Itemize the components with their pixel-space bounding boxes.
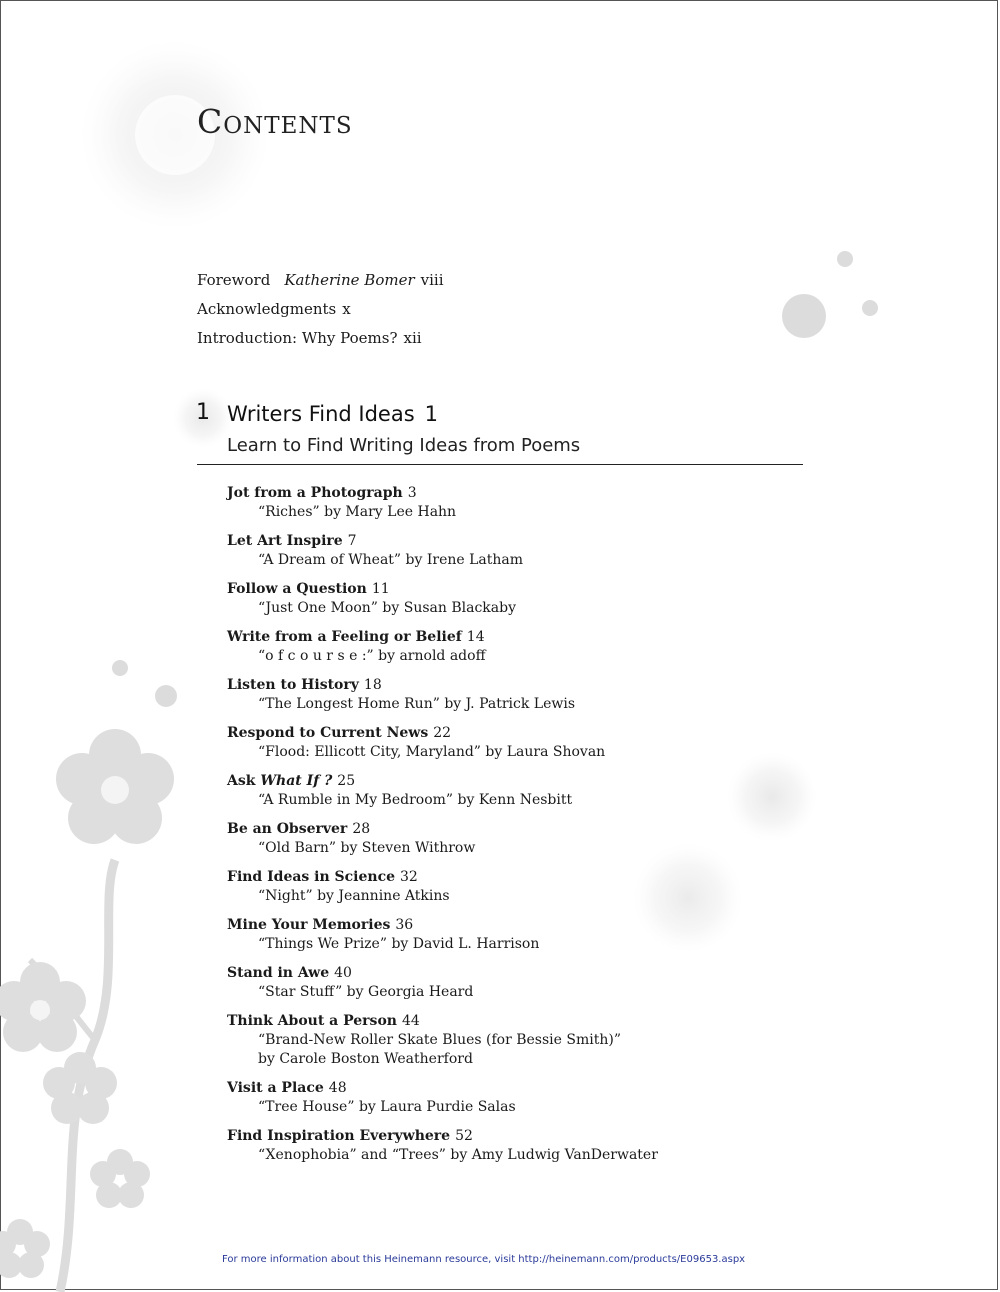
front-matter-author: Katherine Bomer: [284, 271, 415, 289]
chapter-page: 1: [424, 402, 439, 426]
list-item[interactable]: [227, 724, 787, 762]
front-matter-label: Foreword: [197, 271, 271, 289]
entry-page: 25: [337, 773, 356, 789]
entry-poem: “Just One Moon” by Susan Blackaby: [258, 600, 516, 616]
list-item[interactable]: [227, 676, 787, 714]
page-title: Contents: [197, 102, 353, 141]
entry-page: 14: [466, 629, 485, 645]
list-item[interactable]: [227, 772, 787, 810]
list-item[interactable]: [227, 1127, 787, 1165]
entry-poem: “Brand-New Roller Skate Blues (for Bessie Smith)”: [258, 1032, 621, 1048]
front-matter-page: xii: [403, 329, 422, 347]
entry-title: Find Ideas in Science: [227, 869, 396, 885]
entry-page: 44: [401, 1013, 420, 1029]
entry-title: Stand in Awe: [227, 965, 330, 981]
chapter-title: Writers Find Ideas: [227, 402, 415, 426]
list-item[interactable]: [227, 820, 787, 858]
footer-resource-link[interactable]: For more information about this Heinemann resource, visit http://heinemann.com/products/E09653.aspx: [222, 1254, 746, 1265]
entry-title-prefix: Ask: [227, 773, 261, 789]
front-matter-label: Introduction: Why Poems?: [197, 329, 398, 347]
flower-vine-decoration: [0, 729, 174, 1292]
entry-page: 40: [334, 965, 352, 981]
entry-page: 7: [347, 533, 357, 549]
list-item[interactable]: [227, 580, 787, 618]
chapter-title-link[interactable]: [227, 402, 438, 426]
list-item[interactable]: [227, 628, 787, 666]
entry-poem: “Flood: Ellicott City, Maryland” by Laura Shovan: [258, 744, 606, 760]
entry-title: Listen to History: [227, 677, 359, 693]
entry-page: 22: [433, 725, 452, 741]
entry-title: Find Inspiration Everywhere: [227, 1128, 451, 1144]
entry-title: Jot from a Photograph: [227, 485, 403, 501]
entry-page: 52: [455, 1128, 473, 1144]
front-matter-introduction[interactable]: [197, 324, 444, 353]
list-item[interactable]: [227, 916, 787, 954]
entry-page: 32: [400, 869, 418, 885]
front-matter-page: x: [342, 300, 351, 318]
entry-poem: “The Longest Home Run” by J. Patrick Lewis: [258, 696, 576, 712]
entry-poem: “Night” by Jeannine Atkins: [258, 888, 450, 904]
list-item[interactable]: [227, 1079, 787, 1117]
contents-entries: [227, 484, 787, 1175]
entry-page: 36: [395, 917, 414, 933]
entry-page: 3: [407, 485, 417, 501]
entry-title-emphasis: What If ?: [260, 773, 333, 789]
front-matter-label: Acknowledgments: [197, 300, 337, 318]
entry-poem: “Tree House” by Laura Purdie Salas: [258, 1099, 516, 1115]
entry-title: Respond to Current News: [227, 725, 429, 741]
entry-page: 18: [363, 677, 382, 693]
front-matter-acknowledgments[interactable]: [197, 295, 444, 324]
list-item[interactable]: [227, 868, 787, 906]
list-item[interactable]: [227, 532, 787, 570]
entry-title: Write from a Feeling or Belief: [227, 629, 462, 645]
entry-poem: “A Rumble in My Bedroom” by Kenn Nesbitt: [258, 792, 573, 808]
chapter-subtitle: Learn to Find Writing Ideas from Poems: [227, 435, 581, 456]
front-matter-list: [197, 266, 444, 353]
entry-page: 28: [352, 821, 371, 837]
entry-title: Think About a Person: [227, 1013, 397, 1029]
list-item[interactable]: [227, 964, 787, 1002]
entry-title: Be an Observer: [227, 821, 348, 837]
entry-title: Let Art Inspire: [227, 533, 343, 549]
list-item[interactable]: [227, 1012, 787, 1069]
entry-poem: “A Dream of Wheat” by Irene Latham: [258, 552, 524, 568]
entry-poem: “Xenophobia” and “Trees” by Amy Ludwig VanDerwater: [258, 1147, 658, 1163]
entry-title: Follow a Question: [227, 581, 367, 597]
chapter-number: 1: [196, 400, 210, 425]
entry-page: 11: [371, 581, 390, 597]
entry-poem: “Riches” by Mary Lee Hahn: [258, 504, 457, 520]
list-item[interactable]: [227, 484, 787, 522]
entry-poem: “Old Barn” by Steven Withrow: [258, 840, 476, 856]
entry-poem: “Star Stuff” by Georgia Heard: [258, 984, 474, 1000]
entry-title: Mine Your Memories: [227, 917, 391, 933]
front-matter-foreword[interactable]: [197, 266, 444, 295]
entry-poem: “Things We Prize” by David L. Harrison: [258, 936, 540, 952]
entry-poem-continued: by Carole Boston Weatherford: [258, 1051, 473, 1067]
front-matter-page: viii: [420, 271, 444, 289]
entry-title: Visit a Place: [227, 1080, 324, 1096]
entry-poem: “o f c o u r s e :” by arnold adoff: [258, 648, 486, 664]
entry-page: 48: [328, 1080, 347, 1096]
chapter-divider: [197, 464, 803, 465]
